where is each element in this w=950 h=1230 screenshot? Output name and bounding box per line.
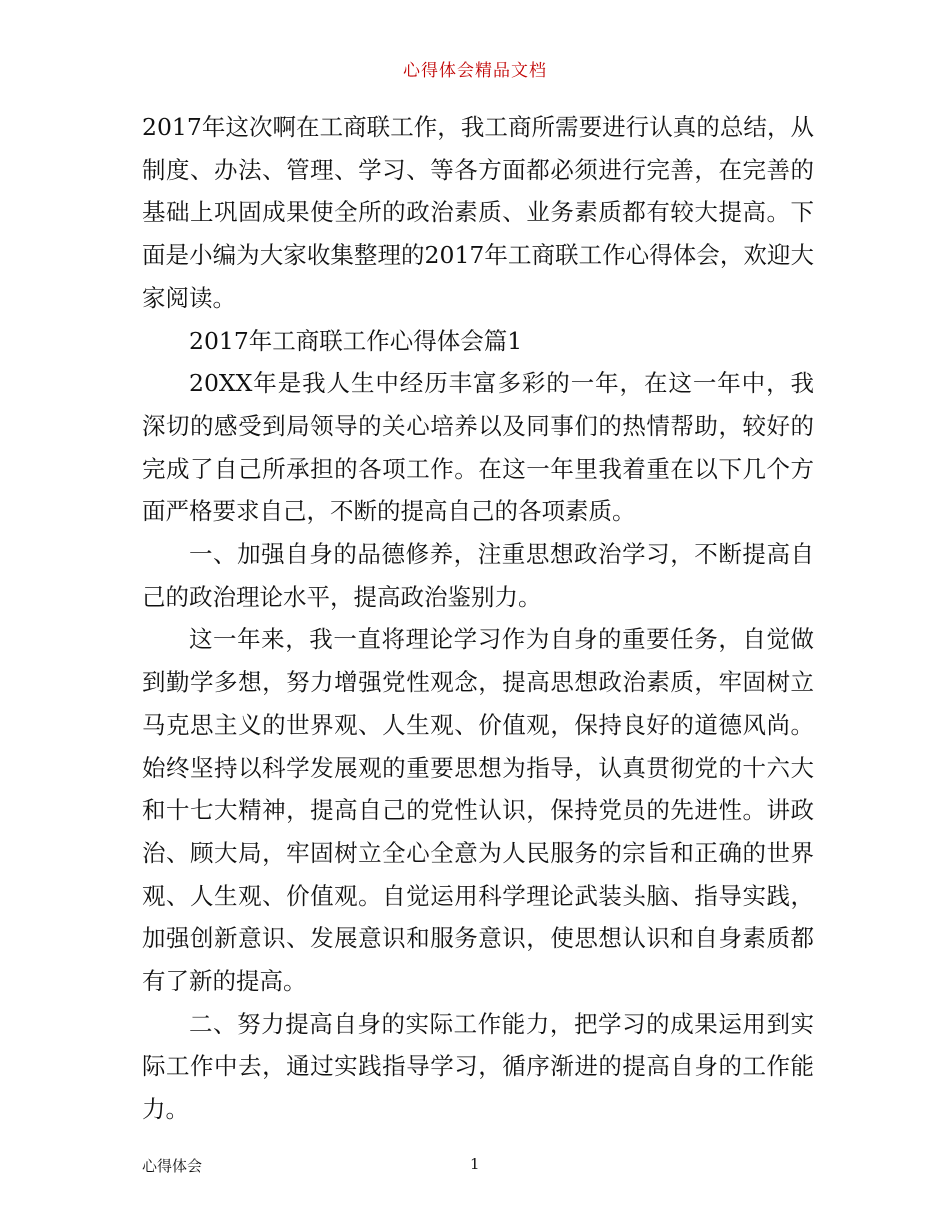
intro-paragraph: 2017年这次啊在工商联工作，我工商所需要进行认真的总结，从制度、办法、管理、学习、等各方面都必须进行完善，在完善的基础上巩固成果使全所的政治素质、业务素质都有较大提高。下面是小编为大家收集整理的2017年工商联工作心得体会，欢迎大家阅读。 <box>142 113 814 312</box>
body-paragraph: 20XX年是我人生中经历丰富多彩的一年，在这一年中，我深切的感受到局领导的关心培养以及同事们的热情帮助，较好的完成了自己所承担的各项工作。在这一年里我着重在以下几个方面严格要求自己，不断的提高自己的各项素质。 <box>142 369 814 526</box>
document-body <box>142 106 814 1131</box>
point-one-heading: 一、加强自身的品德修养，注重思想政治学习，不断提高自己的政治理论水平，提高政治鉴别力。 <box>142 540 814 611</box>
section-heading: 2017年工商联工作心得体会篇1 <box>189 326 523 355</box>
page-number: 1 <box>470 1155 480 1173</box>
page-footer <box>142 1155 814 1177</box>
body-paragraph: 这一年来，我一直将理论学习作为自身的重要任务，自觉做到勤学多想，努力增强党性观念，提高思想政治素质，牢固树立马克思主义的世界观、人生观、价值观，保持良好的道德风尚。始终坚持以科学发展观的重要思想为指导，认真贯彻党的十六大和十七大精神，提高自己的党性认识，保持党员的先进性。讲政治、顾大局，牢固树立全心全意为人民服务的宗旨和正确的世界观、人生观、价值观。自觉运用科学理论武装头脑、指导实践，加强创新意识、发展意识和服务意识，使思想认识和自身素质都有了新的提高。 <box>142 625 814 996</box>
footer-label: 心得体会 <box>142 1157 203 1175</box>
point-two-heading: 二、努力提高自身的实际工作能力，把学习的成果运用到实际工作中去，通过实践指导学习，循序渐进的提高自身的工作能力。 <box>142 1009 814 1124</box>
page-header-title: 心得体会精品文档 <box>403 61 547 81</box>
